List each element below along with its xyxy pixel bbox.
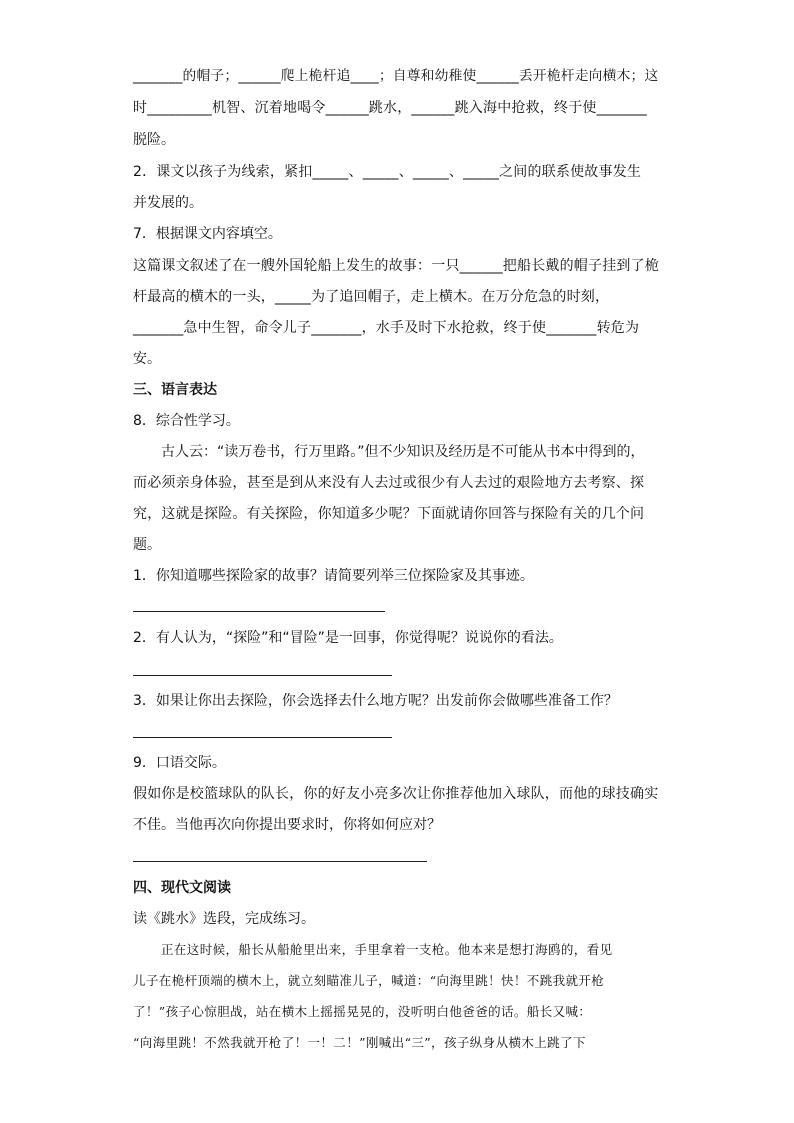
question-8-paragraph-line-1: 古人云：“读万卷书，行万里路。”但不少知识及经历是不可能从书本中得到的， xyxy=(161,444,645,460)
fill-blank-line-3: 脱险。 xyxy=(133,132,175,148)
question-8-paragraph-line-3: 究，这就是探险。有关探险，你知道多少呢？下面就请你回答与探险有关的几个问 xyxy=(133,506,645,522)
question-7-line-2: 杆最高的横木的一头，_____为了追回帽子，走上横木。在万分危急的时刻， xyxy=(133,289,610,305)
fill-blank-line-2: 时_________机智、沉着地喝令______跳水，______跳入海中抢救，终于使_______ xyxy=(133,100,647,116)
section-four-heading: 四、现代文阅读 xyxy=(133,880,231,896)
question-7-title: 7．根据课文内容填空。 xyxy=(133,226,282,242)
question-9-line-1: 假如你是校篮球队的队长，你的好友小亮多次让你推荐他加入球队，而他的球技确实 xyxy=(133,786,659,802)
question-8-sub-1: 1．你知道哪些探险家的故事？请简要列举三位探险家及其事迹。 xyxy=(133,568,534,584)
question-9-title: 9．口语交际。 xyxy=(133,755,226,771)
question-9-line-2: 不佳。当他再次向你提出要求时，你将如何应对？ xyxy=(133,817,441,833)
question-8-sub-2: 2．有人认为，“探险”和“冒险”是一回事，你觉得呢？说说你的看法。 xyxy=(133,630,563,646)
question-2-line-1: 2．课文以孩子为线索，紧扣_____、_____、_____、_____之间的联系使故事发生 xyxy=(133,164,642,180)
answer-line-8-2[interactable] xyxy=(133,675,392,676)
question-7-line-1: 这篇课文叙述了在一艘外国轮船上发生的故事：一只______把船长戴的帽子挂到了桅 xyxy=(133,258,659,274)
question-7-line-4: 安。 xyxy=(133,351,161,367)
question-8-sub-3: 3．如果让你出去探险，你会选择去什么地方呢？出发前你会做哪些准备工作？ xyxy=(133,693,618,709)
section-three-heading: 三、语言表达 xyxy=(133,382,217,398)
passage-line-1: 正在这时候，船长从船舱里出来，手里拿着一支枪。他本来是想打海鸥的，看见 xyxy=(161,942,613,957)
answer-line-9[interactable] xyxy=(133,861,427,862)
passage-line-4: “向海里跳！不然我就开枪了！一！二！”刚喊出“三”，孩子纵身从横木上跳了下 xyxy=(133,1035,586,1050)
reading-intro: 读《跳水》选段，完成练习。 xyxy=(133,911,315,927)
question-8-title: 8．综合性学习。 xyxy=(133,413,240,429)
question-8-paragraph-line-4: 题。 xyxy=(133,537,161,553)
answer-line-8-1[interactable] xyxy=(133,611,385,612)
fill-blank-line-1: _______的帽子；______爬上桅杆追____；自尊和幼稚使______丢开桅杆走向横木；这 xyxy=(133,68,659,84)
question-7-line-3: _______急中生智，命令儿子_______，水手及时下水抢救，终于使_______转危为 xyxy=(133,320,640,336)
passage-line-2: 儿子在桅杆顶端的横木上，就立刻瞄准儿子，喊道：“向海里跳！快！不跳我就开枪 xyxy=(133,973,605,988)
passage-line-3: 了！”孩子心惊胆战，站在横木上摇摇晃晃的，没听明白他爸爸的话。船长又喊： xyxy=(133,1004,592,1019)
question-8-paragraph-line-2: 而必须亲身体验，甚至是到从来没有人去过或很少有人去过的艰险地方去考察、探 xyxy=(133,475,645,491)
answer-line-8-3[interactable] xyxy=(133,737,392,738)
question-2-line-2: 并发展的。 xyxy=(133,195,203,211)
